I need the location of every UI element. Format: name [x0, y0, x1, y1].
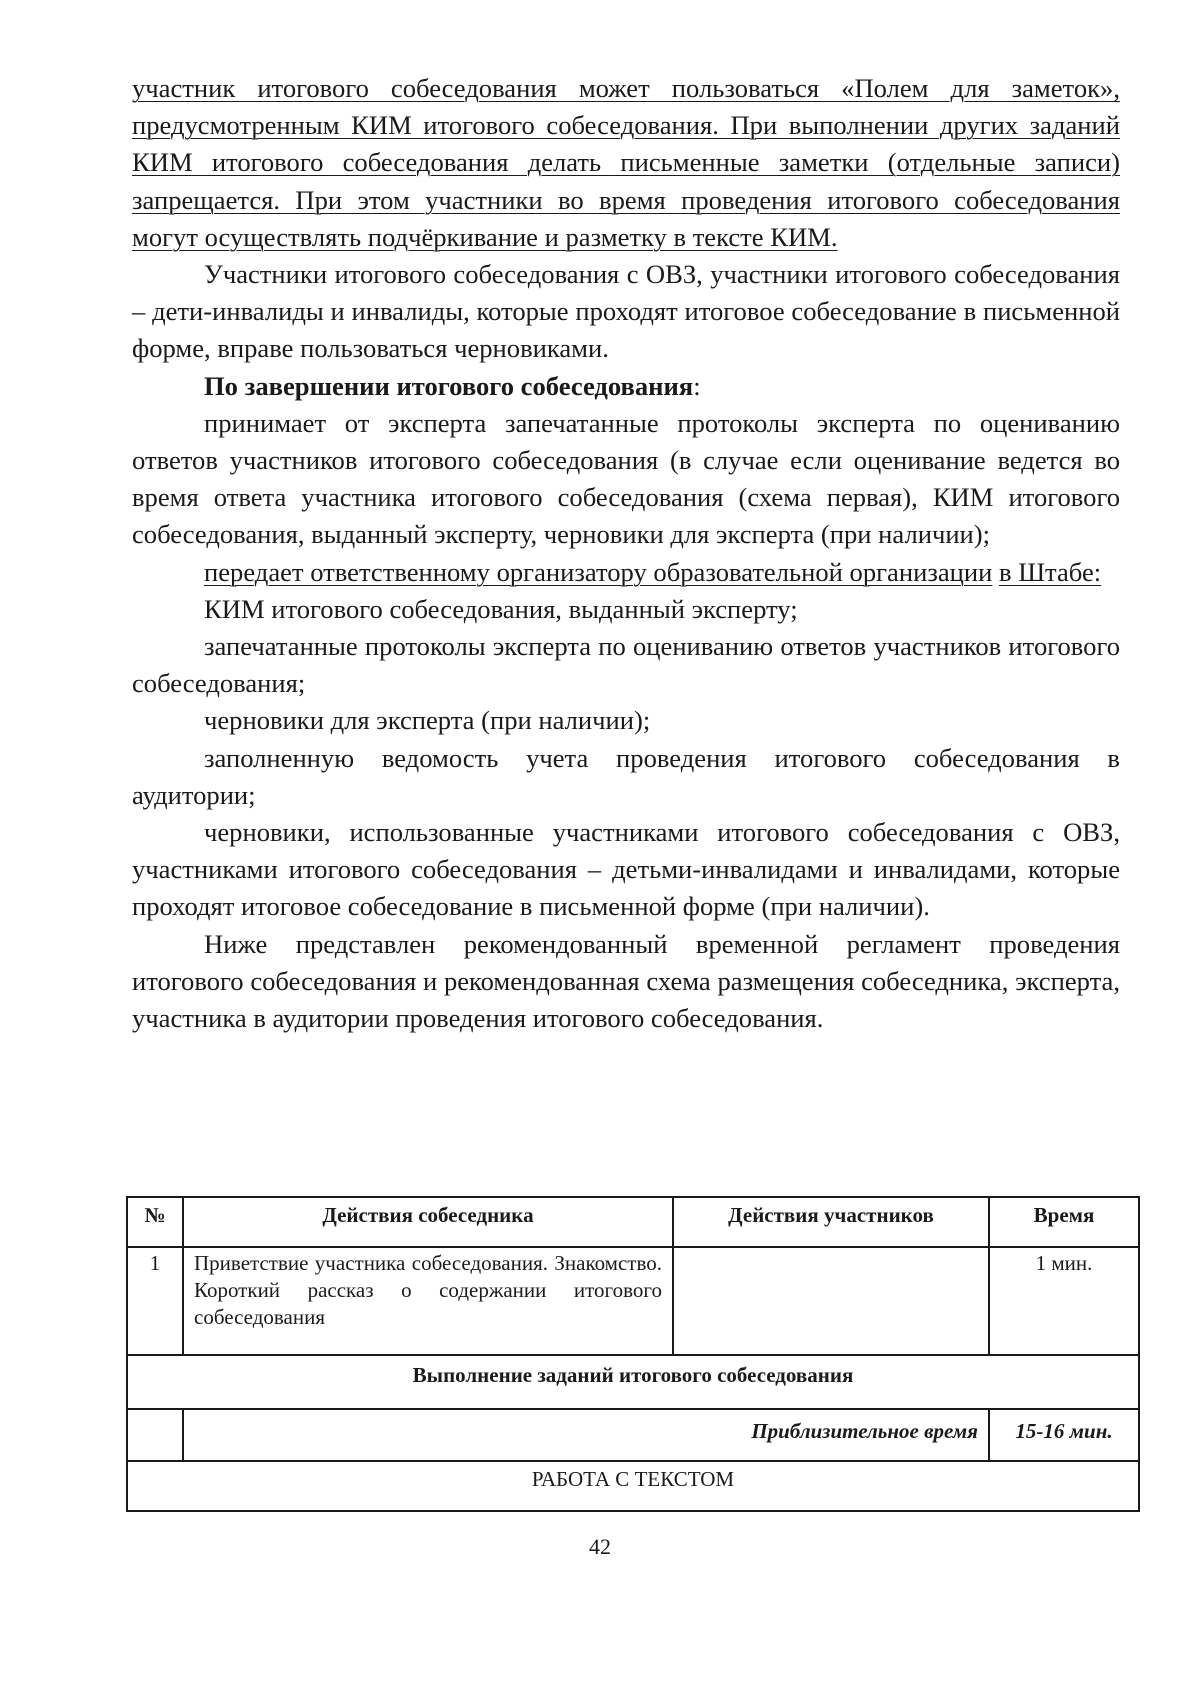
transfers-underlined-b: в Штабе: [998, 556, 1102, 587]
cell-interviewer-actions: Приветствие участника собеседования. Знакомство. Короткий рассказ о содержании итогового собеседования [183, 1247, 673, 1355]
paragraph-drafts: Участники итогового собеседования с ОВЗ, участники итогового собеседования – дети-инвалиды и инвалиды, которые проходят итоговое собеседование в письменной форме, вправе пользоваться черновиками. [132, 259, 1120, 364]
approx-time-value: 15-16 мин. [989, 1409, 1139, 1461]
table-section-row [127, 1355, 1139, 1409]
table-approx-row [127, 1409, 1139, 1461]
section-title: Выполнение заданий итогового собеседования [127, 1355, 1139, 1409]
page-number: 42 [589, 1534, 611, 1559]
transfers-space [992, 557, 999, 587]
list-item-register: заполненную ведомость учета проведения итогового собеседования в аудитории; [132, 742, 1120, 810]
table-header-row [127, 1197, 1139, 1247]
list-item-participant-drafts: черновики, использованные участниками итогового собеседования с ОВЗ, участниками итогового собеседования – детьми-инвалидами и инвалидами, которые проходят итоговое собеседование в письменной форме (при наличии). [132, 817, 1120, 922]
heading-after-finish: По завершении итогового собеседования [204, 370, 694, 401]
cell-time: 1 мин. [989, 1247, 1139, 1355]
paragraph-notes-rules: участник итогового собеседования может пользоваться «Полем для заметок», предусмотренным КИМ итогового собеседования. При выполнении других заданий КИМ итогового собеседования делать письменные заметки (отдельные записи) запрещается. При этом участники во время проведения итогового собеседования могут осуществлять подчёркивание и разметку в тексте КИМ. [132, 73, 1120, 252]
table-row [127, 1247, 1139, 1355]
body-text [132, 70, 1120, 1037]
work-with-text-label: РАБОТА С ТЕКСТОМ [127, 1461, 1139, 1511]
header-number: № [127, 1197, 183, 1247]
transfers-underlined-a: передает ответственному организатору образовательной организации [204, 556, 993, 587]
cell-empty [127, 1409, 183, 1461]
list-item-expert-drafts: черновики для эксперта (при наличии); [204, 705, 651, 736]
cell-participant-actions [673, 1247, 989, 1355]
list-item-kim: КИМ итогового собеседования, выданный эксперту; [204, 593, 798, 624]
list-item-protocols: запечатанные протоколы эксперта по оцениванию ответов участников итогового собеседования; [132, 631, 1120, 699]
cell-number: 1 [127, 1247, 183, 1355]
table-work-row [127, 1461, 1139, 1511]
paragraph-accepts: принимает от эксперта запечатанные протоколы эксперта по оцениванию ответов участников итогового собеседования (в случае если оценивание ведется во время ответа участника итогового собеседования (схема первая), КИМ итогового собеседования, выданный эксперту, черновики для эксперта (при наличии); [132, 407, 1120, 550]
paragraph-after-finish [132, 368, 1120, 405]
schedule-table [126, 1196, 1140, 1512]
colon: : [693, 370, 701, 401]
header-interviewer-actions: Действия собеседника [183, 1197, 673, 1247]
paragraph-transfers [132, 554, 1120, 591]
header-time: Время [989, 1197, 1139, 1247]
paragraph-schedule-intro: Ниже представлен рекомендованный временной регламент проведения итогового собеседования и рекомендованная схема размещения собеседника, эксперта, участника в аудитории проведения итогового собеседования. [132, 928, 1120, 1034]
header-participant-actions: Действия участников [673, 1197, 989, 1247]
approx-time-label: Приблизительное время [183, 1409, 989, 1461]
